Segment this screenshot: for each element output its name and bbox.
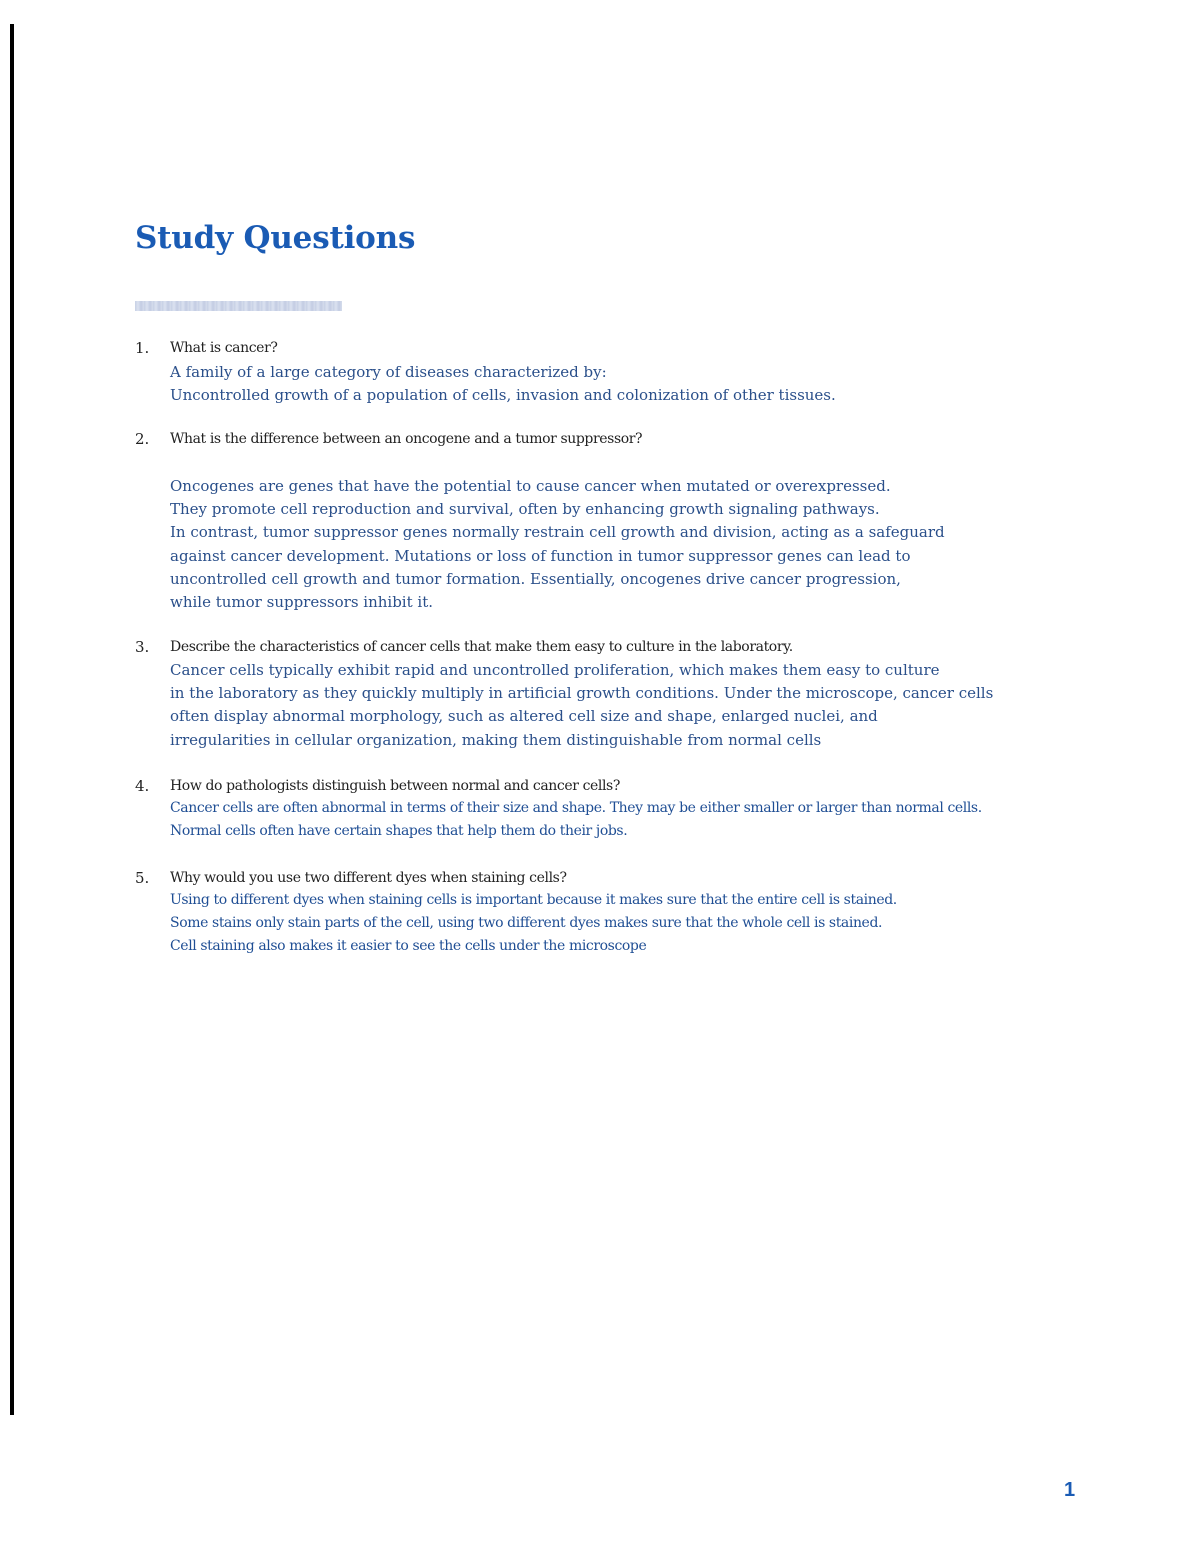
question-text: What is cancer? xyxy=(170,340,278,356)
answer-line: uncontrolled cell growth and tumor formation. Essentially, oncogenes drive cancer progression, xyxy=(170,569,901,588)
question-text: Why would you use two different dyes when staining cells? xyxy=(170,870,567,886)
answer-block xyxy=(170,797,982,843)
question-number: 5. xyxy=(135,869,150,887)
answer-line: against cancer development. Mutations or loss of function in tumor suppressor genes can lead to xyxy=(170,546,911,565)
redacted-subtitle xyxy=(135,301,342,311)
answer-line: A family of a large category of diseases characterized by: xyxy=(170,363,607,381)
question-number: 4. xyxy=(135,777,150,795)
answer-line: Cancer cells typically exhibit rapid and uncontrolled proliferation, which makes them easy to culture xyxy=(170,661,940,679)
answer-block xyxy=(170,659,993,752)
answer-line: while tumor suppressors inhibit it. xyxy=(170,593,433,612)
page-number: 1 xyxy=(1064,1479,1076,1501)
question-text: Describe the characteristics of cancer cells that make them easy to culture in the laboratory. xyxy=(170,639,793,655)
answer-line: Oncogenes are genes that have the potential to cause cancer when mutated or overexpressed. xyxy=(170,477,891,495)
answer-block xyxy=(170,361,836,407)
question-number: 1. xyxy=(135,339,150,357)
question-text: What is the difference between an oncogene and a tumor suppressor? xyxy=(170,431,643,447)
answer-line: Uncontrolled growth of a population of cells, invasion and colonization of other tissues. xyxy=(170,386,836,405)
answer-line: in the laboratory as they quickly multiply in artificial growth conditions. Under the microscope, cancer cells xyxy=(170,684,994,703)
answer-block xyxy=(170,475,945,614)
answer-line: irregularities in cellular organization, making them distinguishable from normal cells xyxy=(170,730,822,749)
answer-line: In contrast, tumor suppressor genes normally restrain cell growth and division, acting as a safeguard xyxy=(170,523,945,542)
question-number: 2. xyxy=(135,430,150,448)
answer-line: Some stains only stain parts of the cell, using two different dyes makes sure that the whole cell is stained. xyxy=(170,915,883,932)
answer-block xyxy=(170,889,897,959)
answer-line: Using to different dyes when staining cells is important because it makes sure that the entire cell is stained. xyxy=(170,892,897,908)
answer-line: Normal cells often have certain shapes that help them do their jobs. xyxy=(170,823,628,840)
answer-line: often display abnormal morphology, such as altered cell size and shape, enlarged nuclei, and xyxy=(170,707,878,726)
answer-line: They promote cell reproduction and survival, often by enhancing growth signaling pathways. xyxy=(170,500,880,519)
margin-rule xyxy=(10,24,14,1415)
page-title: Study Questions xyxy=(135,220,416,256)
question-text: How do pathologists distinguish between normal and cancer cells? xyxy=(170,778,620,794)
question-number: 3. xyxy=(135,638,150,656)
answer-line: Cancer cells are often abnormal in terms of their size and shape. They may be either smaller or larger than normal cells. xyxy=(170,800,982,816)
answer-line: Cell staining also makes it easier to see the cells under the microscope xyxy=(170,938,647,955)
